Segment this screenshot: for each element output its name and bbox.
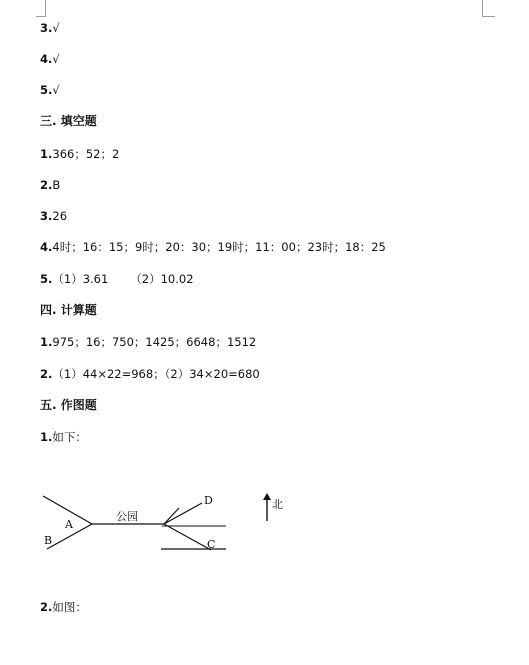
answer-number: 2. <box>40 600 53 614</box>
answer-text: √ <box>52 21 60 35</box>
north-arrow-head <box>263 493 271 500</box>
answer-text: 975；16；750；1425；6648；1512 <box>52 335 257 349</box>
answer-text: （1）44×22=968；（2）34×20=680 <box>52 367 260 381</box>
drawing-answer-1 <box>40 429 87 445</box>
answer-number: 1. <box>40 430 53 444</box>
road-branch <box>164 508 179 524</box>
answer-text: 26 <box>52 209 68 223</box>
fill-in-answer-2 <box>40 177 60 193</box>
answer-number: 2. <box>40 367 53 381</box>
answer-number: 1. <box>40 147 53 161</box>
page-corner-mark-left <box>36 0 46 17</box>
point-c-label: C <box>207 538 216 551</box>
calculation-answer-1 <box>40 334 256 350</box>
road-to-c <box>164 524 211 550</box>
answer-number: 3. <box>40 21 53 35</box>
answer-line-3 <box>40 20 60 36</box>
answer-number: 4. <box>40 240 53 254</box>
answer-number: 2. <box>40 178 53 192</box>
fill-in-answer-1 <box>40 146 119 162</box>
section-heading-drawing: 五. 作图题 <box>40 398 97 412</box>
section-heading-fill-in: 三. 填空题 <box>40 114 97 128</box>
point-a-label: A <box>65 518 73 531</box>
answer-text-part-1: （1）3.61 <box>52 272 109 286</box>
point-d-label: D <box>204 494 213 507</box>
point-b-label: B <box>44 534 53 547</box>
drawing-answer-2 <box>40 599 87 615</box>
north-label: 北 <box>272 498 283 511</box>
answer-text: √ <box>52 52 60 66</box>
page-corner-mark-right <box>482 0 495 17</box>
road-to-d <box>164 503 202 524</box>
answer-number: 5. <box>40 272 53 286</box>
answer-number: 3. <box>40 209 53 223</box>
answer-number: 5. <box>40 83 53 97</box>
answer-text: 如图： <box>52 600 87 614</box>
answer-text: 4时；16：15；9时；20：30；19时；11：00；23时；18：25 <box>52 240 386 254</box>
fill-in-answer-5 <box>40 271 194 287</box>
section-heading-calculation: 四. 计算题 <box>40 303 97 317</box>
answer-text-part-2: （2）10.02 <box>130 272 194 286</box>
answer-text: 如下： <box>52 430 87 444</box>
fill-in-answer-4 <box>40 239 386 255</box>
route-diagram <box>36 484 296 556</box>
answer-text: B <box>52 178 61 192</box>
answer-text: 366；52；2 <box>52 147 120 161</box>
answer-number: 4. <box>40 52 53 66</box>
park-label: 公园 <box>116 510 138 523</box>
answer-text: √ <box>52 83 60 97</box>
calculation-answer-2 <box>40 366 260 382</box>
answer-line-5 <box>40 82 60 98</box>
answer-number: 1. <box>40 335 53 349</box>
fill-in-answer-3 <box>40 208 67 224</box>
answer-line-4 <box>40 51 60 67</box>
